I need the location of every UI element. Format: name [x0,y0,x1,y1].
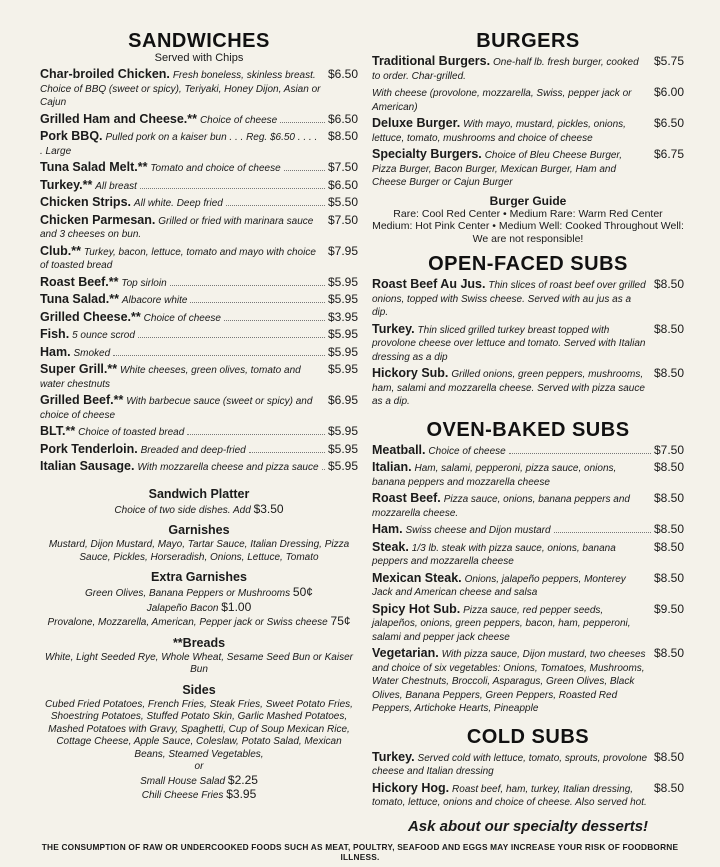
burger-item [372,55,684,83]
menu-item-price: $6.50 [327,67,358,81]
menu-item-price: $5.50 [327,195,358,209]
sides-text: Cubed Fried Potatoes, French Fries, Steak Fries, Sweet Potato Fries, Shoestring Potatoes, Stuffed Potato Skin, Garlic Mashed Potatoes, Mashed Potatoes with Gravy, Spaghetti, Cup of Soup Mexican Rice, Cottage Cheese, Apple Sauce, Coleslaw, Potato Salad, Mexican Beans, Steamed Vegetables, [45,698,353,760]
menu-item-line [372,523,684,538]
menu-item-line [372,603,684,645]
menu-item-description: With mayo, mustard, pickles, onions, lettuce, tomato, mushrooms and choice of cheese [372,119,626,144]
menu-item-line [372,572,684,600]
menu-item-name: Spicy Hot Sub. [372,601,461,616]
menu-item-name: Roast Beef.** [40,274,119,289]
menu-item-price: $5.95 [327,274,358,289]
menu-item-description: Fresh boneless, skinless breast. Choice of BBQ (sweet or spicy), Teriyaki, Honey Dijon, Asian or Cajun [40,70,321,108]
menu-item-text [372,323,648,365]
menu-item-description: Choice of toasted bread [78,427,185,438]
menu-item-name: Meatball. [372,442,426,457]
sandwich-list [40,68,358,475]
menu-item-line [40,179,358,194]
menu-item-description: Albacore white [121,295,188,306]
oven-baked-sub-item [372,461,684,489]
menu-item-text [372,603,648,645]
menu-item-name: Ham. [372,522,403,536]
menu-item-name: Traditional Burgers. [372,54,491,68]
sandwich-item [40,113,358,128]
sandwich-item [40,196,358,211]
dot-leader [226,205,325,206]
dot-leader [249,452,325,453]
menu-item-line [40,293,358,308]
menu-item-text [372,87,648,114]
menu-item-name: Tuna Salad Melt.** [40,160,148,174]
breads-text: White, Light Seeded Rye, Whole Wheat, Sesame Seed Bun or Kaiser Bun [45,651,353,675]
menu-item-description: Thin slices of roast beef over grilled onions, topped with Swiss cheese. Served with au jus as a dip. [372,280,646,318]
dessert-note: Ask about our specialty desserts! [407,817,649,835]
menu-item-price: $8.50 [653,366,684,380]
menu-item-text [40,196,223,211]
menu-item-price: $7.95 [327,243,358,258]
sandwich-item [40,214,358,242]
menu-item-price: $8.50 [327,129,358,143]
menu-item-name: Italian Sausage. [40,459,135,473]
menu-item-description: One-half lb. fresh burger, cooked to order. Char-grilled. [372,57,639,82]
sandwich-item [40,293,358,308]
menu-item-text [40,425,184,440]
menu-item-line [372,444,684,459]
menu-item-line [40,443,358,458]
menu-item-line [372,367,684,409]
menu-item-description: All breast [95,180,137,192]
menu-item-line [372,751,684,779]
burgers-heading: BURGERS [476,30,580,52]
open-faced-sub-item [372,367,684,409]
menu-item-price: $7.50 [327,212,358,227]
menu-item-description: With pizza sauce, Dijon mustard, two cheeses and choice of six vegetables: Onions, Tomatoes, Mushrooms, Water Chestnuts, Broccoli, Asparagus, Green Olives, Black Olives, Banana Peppers, Green Peppers, Roasted Red Peppers, Artichoke Hearts, Pineapple [372,649,646,714]
menu-item-text [40,328,135,343]
menu-item-line [372,55,684,83]
dot-leader [113,355,325,356]
menu-item-line [372,782,684,810]
menu-item-price: $6.50 [327,111,358,126]
small-salad-line [40,774,358,789]
menu-item-text [372,751,648,779]
menu-item-description: With barbecue sauce (sweet or spicy) and choice of cheese [40,396,313,421]
menu-item-name: Vegetarian. [372,646,439,660]
menu-item-price: $8.50 [653,277,684,291]
menu-item-description: White cheeses, green olives, tomato and water chestnuts [40,365,301,390]
sandwich-item [40,394,358,422]
menu-item-description: Swiss cheese and Dijon mustard [405,525,551,536]
menu-item-line [372,541,684,569]
sandwich-item [40,443,358,458]
menu-item-text [372,55,648,83]
menu-item-price: $6.75 [653,147,684,161]
burger-item [372,117,684,145]
menu-item-name: Grilled Cheese.** [40,309,141,324]
sandwich-item [40,460,358,475]
menu-item-name: Steak. [372,539,409,554]
oven-baked-sub-item [372,523,684,538]
menu-item-line [40,394,358,422]
menu-item-text [372,117,648,145]
extra-line-1 [40,586,358,601]
menu-item-name: Chicken Strips. [40,195,131,209]
open-faced-sub-item [372,278,684,320]
chili-fries-line [40,788,358,803]
sandwich-item [40,68,358,110]
oven-baked-sub-item [372,492,684,520]
menu-item-name: Pork BBQ. [40,129,103,143]
small-salad-price: $2.25 [227,772,258,787]
menu-item-price: $5.95 [327,459,358,473]
menu-item-name: Specialty Burgers. [372,147,482,161]
menu-item-text [40,113,277,128]
menu-item-description: With mozzarella cheese and pizza sauce [137,462,319,473]
menu-item-text [372,572,648,600]
dot-leader [284,170,325,171]
extra-price-3: 75¢ [330,614,351,628]
menu-item-price: $5.75 [653,54,684,68]
menu-item-name: Roast Beef. [372,491,441,505]
menu-item-description: Turkey, bacon, lettuce, tomato and mayo with choice of toasted bread [40,246,316,271]
dot-leader [280,122,325,123]
dot-leader [187,434,325,435]
menu-item-price: $8.50 [653,570,684,585]
menu-item-line [40,346,358,361]
open-faced-heading: OPEN-FACED SUBS [428,253,628,275]
menu-item-name: Club.** [40,243,81,258]
menu-item-line [40,68,358,110]
menu-item-description: Choice of Bleu Cheese Burger, Pizza Burger, Bacon Burger, Mexican Burger, Ham and Cheese Burger or Cajun Burger [372,150,622,188]
sandwich-item [40,425,358,440]
sandwich-item [40,311,358,326]
menu-item-description: Breaded and deep-fried [140,444,246,456]
menu-item-name: Super Grill.** [40,362,118,376]
menu-item-name: Turkey. [372,321,415,336]
sandwich-item [40,276,358,291]
sandwich-item [40,346,358,361]
garnishes-text: Mustard, Dijon Mustard, Mayo, Tartar Sauce, Italian Dressing, Pizza Sauce, Pickles, Horseradish, Onions, Lettuce, Tomato [48,539,350,563]
dot-leader [138,337,325,338]
menu-item-line [40,214,358,242]
extra-desc-3: Provalone, Mozzarella, American, Pepper jack or Swiss cheese [47,617,328,628]
menu-item-name: Hickory Hog. [372,780,450,795]
chili-fries: Chili Cheese Fries [141,790,224,801]
menu-item-text [40,161,281,176]
menu-item-line [40,328,358,343]
menu-item-price: $7.50 [653,442,684,457]
platter-heading: Sandwich Platter [148,486,250,501]
sandwich-item [40,161,358,176]
extra-garnishes-heading: Extra Garnishes [151,570,247,584]
menu-item-name: Turkey.** [40,177,93,192]
burger-guide-text: Rare: Cool Red Center • Medium Rare: Warm Red Center Medium: Hot Pink Center • Medium Well: Cooked Throughout Well: We are not responsible! [372,207,684,245]
platter-desc: Choice of two side dishes. Add [114,504,251,516]
burger-item [372,148,684,190]
oven-baked-sub-item [372,541,684,569]
menu-item-name: Deluxe Burger. [372,116,461,130]
sides-heading: Sides [182,682,216,697]
sandwiches-heading: SANDWICHES [128,30,270,52]
menu-item-line [372,323,684,365]
oven-baked-sub-item [372,647,684,716]
menu-item-description: 1/3 lb. steak with pizza sauce, onions, banana peppers and mozzarella cheese [372,542,616,567]
menu-item-text [40,443,246,458]
menu-item-text [372,444,506,459]
menu-item-description: Choice of cheese [143,312,221,324]
menu-item-name: Mexican Steak. [372,570,462,585]
menu-item-name: Fish. [40,327,70,341]
menu-item-text [40,245,322,273]
menu-item-text [40,311,221,326]
oven-baked-sub-item [372,572,684,600]
menu-item-description: Choice of cheese [428,445,506,457]
menu-item-text [40,293,187,308]
cold-sub-item [372,782,684,810]
menu-item-text [40,276,167,291]
open-faced-sub-item [372,323,684,365]
dot-leader [224,320,325,321]
menu-item-text [40,179,137,194]
menu-item-text [40,346,110,361]
menu-item-line [40,276,358,291]
menu-item-line [372,148,684,190]
sandwich-item [40,328,358,343]
menu-item-name: Italian. [372,460,412,474]
chili-fries-price: $3.95 [226,787,257,801]
menu-item-text [372,541,648,569]
menu-item-price: $5.95 [327,441,358,456]
open-faced-list [372,278,684,409]
oven-baked-sub-item [372,444,684,459]
menu-item-text [40,460,319,475]
menu-item-description: Served cold with lettuce, tomato, sprouts, provolone cheese and Italian dressing [372,752,648,777]
menu-item-description: All white. Deep fried [133,198,223,209]
menu-item-text [372,367,648,409]
extra-price-2: $1.00 [221,599,252,614]
oven-baked-list [372,444,684,716]
extra-line-2 [40,601,358,616]
menu-item-description: With cheese (provolone, mozzarella, Swiss, pepper jack or American) [372,88,632,113]
menu-item-text [372,647,648,716]
menu-item-price: $7.50 [327,160,358,174]
menu-item-name: Turkey. [372,749,415,764]
menu-item-price: $8.50 [653,460,684,474]
menu-item-line [40,245,358,273]
menu-item-price: $8.50 [653,321,684,336]
menu-item-text [372,461,648,489]
menu-item-description: Thin sliced grilled turkey breast topped with provolone cheese over lettuce and tomato. Served with Italian dressing as a dip [372,324,646,363]
menu-item-description: Grilled or fried with marinara sauce and 3 cheeses on bun. [40,215,314,240]
menu-item-line [40,161,358,176]
menu-item-line [372,117,684,145]
menu-item-description: Choice of cheese [199,114,278,126]
sandwich-item [40,245,358,273]
extra-desc-2: Jalapeño Bacon [146,602,219,614]
menu-item-name: Char-broiled Chicken. [40,67,170,81]
cold-sub-item [372,751,684,779]
menu-item-description: Roast beef, ham, turkey, Italian dressing, tomato, lettuce, onions and choice of cheese. Also served hot. [372,783,647,808]
menu-item-price: $6.50 [653,116,684,130]
sandwich-item [40,363,358,391]
menu-item-line [40,425,358,440]
menu-item-line [40,130,358,158]
menu-item-price: $5.95 [327,362,358,376]
oven-baked-sub-item [372,603,684,645]
menu-item-line [40,196,358,211]
menu-item-line [40,113,358,128]
menu-item-price: $6.00 [653,85,684,99]
menu-item-name: Hickory Sub. [372,366,449,380]
menu-item-price: $8.50 [653,749,684,764]
platter-text [40,503,358,518]
dot-leader [190,302,324,303]
sandwich-item [40,130,358,158]
dot-leader [509,453,651,454]
menu-item-description: Tomato and choice of cheese [150,163,281,174]
breads-heading: **Breads [172,635,226,650]
menu-item-line [372,492,684,520]
menu-item-line [372,647,684,716]
menu-item-price: $8.50 [653,780,684,795]
dot-leader [322,469,325,470]
dot-leader [140,188,325,189]
menu-item-line [372,461,684,489]
sides-or: or [194,761,204,772]
menu-item-text [40,363,322,391]
menu-item-text [40,214,322,242]
menu-item-line [40,311,358,326]
extra-line-3 [40,615,358,630]
burger-list [372,55,684,190]
menu-item-text [372,492,648,520]
cold-subs-list [372,751,684,810]
menu-item-text [40,394,322,422]
menu-item-price: $8.50 [653,491,684,505]
menu-item-line [40,363,358,391]
menu-item-text [372,148,648,190]
menu-item-text [40,130,322,158]
menu-item-description: Pizza sauce, onions, banana peppers and mozzarella cheese. [372,494,630,519]
menu-item-line [372,278,684,320]
sandwich-item [40,179,358,194]
menu-item-description: Smoked [73,347,111,359]
sandwiches-subheading: Served with Chips [154,52,244,64]
extra-price-1: 50¢ [292,585,313,599]
menu-item-price: $5.95 [327,327,358,341]
menu-item-price: $5.95 [327,344,358,359]
menu-item-price: $5.95 [327,424,358,438]
menu-item-description: Ham, salami, pepperoni, pizza sauce, onions, banana peppers and mozzarella cheese [372,463,617,488]
menu-item-description: Top sirloin [121,277,167,289]
small-salad: Small House Salad [140,775,226,787]
menu-item-description: Pizza sauce, red pepper seeds, jalapeños, onions, green peppers, bacon, ham, pepperoni, salami and pepper jack cheese [372,604,631,643]
dot-leader [170,285,325,286]
platter-price: $3.50 [253,501,284,516]
cold-subs-heading: COLD SUBS [466,725,590,748]
garnishes-heading: Garnishes [168,523,230,537]
menu-item-text [40,68,322,110]
menu-item-price: $8.50 [653,646,684,660]
menu-item-line [40,460,358,475]
menu-item-line [372,86,684,114]
menu-item-name: Ham. [40,344,71,359]
menu-item-name: Grilled Ham and Cheese.** [40,111,198,126]
oven-baked-heading: OVEN-BAKED SUBS [426,418,630,441]
menu-item-price: $9.50 [653,601,684,616]
menu-item-text [372,523,551,538]
menu-item-description: Pulled pork on a kaiser bun . . . Reg. $6.50 . . . . . Large [40,132,318,157]
menu-item-name: Roast Beef Au Jus. [372,277,486,291]
menu-item-price: $8.50 [653,539,684,554]
menu-item-name: Tuna Salad.** [40,292,119,306]
menu-item-description: Onions, jalapeño peppers, Monterey Jack and American cheese and salsa [372,573,626,598]
menu-item-text [372,782,648,810]
food-safety-footer: THE CONSUMPTION OF RAW OR UNDERCOOKED FOODS SUCH AS MEAT, POULTRY, SEAFOOD AND EGGS MAY INCREASE YOUR RISK OF FOODBORNE ILLNESS. [41,842,679,862]
burger-guide-heading: Burger Guide [489,193,567,208]
menu-item-name: Chicken Parmesan. [40,212,156,227]
menu-item-description: Grilled onions, green peppers, mushrooms, ham, salami and mozzarella cheese. Served with pizza sauce as a dip. [372,369,645,407]
dot-leader [554,532,651,533]
menu-item-price: $3.95 [327,309,358,324]
menu-item-price: $5.95 [327,292,358,306]
menu-item-description: 5 ounce scrod [72,330,135,341]
menu-item-name: Pork Tenderloin. [40,441,138,456]
left-column [40,30,358,803]
burger-item [372,86,684,114]
menu-item-name: BLT.** [40,424,76,438]
menu-item-price: $6.50 [327,177,358,192]
menu-item-price: $6.95 [327,393,358,407]
extra-desc-1: Green Olives, Banana Peppers or Mushrooms [85,588,291,599]
menu-item-name: Grilled Beef.** [40,393,124,407]
menu-item-price: $8.50 [653,522,684,536]
right-column [372,30,684,835]
menu-item-text [372,278,648,320]
